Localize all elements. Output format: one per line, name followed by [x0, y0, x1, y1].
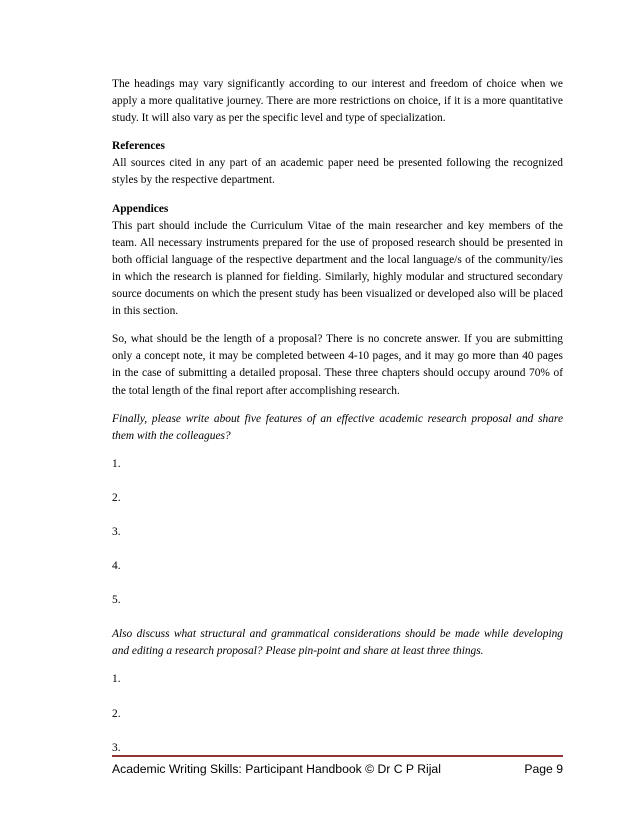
answer-line-2: 2.: [112, 491, 121, 504]
appendices-paragraph: This part should include the Curriculum Vitae of the main researcher and key members of the team. All necessary instruments prepared for the use of proposed research should be presented in both official language of the respective department and the local language/s of the community/ies in which the research is planned for fielding. Similarly, highly modular and structured secondary source documents on which the present study has been visualized or developed also will be placed in this section.: [112, 219, 563, 318]
page-content: [112, 76, 563, 757]
footer-rule: [112, 755, 563, 757]
answer-line-5: 5.: [112, 594, 121, 607]
answer-line-q2-3: 3.: [112, 741, 121, 754]
answer-line-q2-1: 1.: [112, 673, 121, 686]
question-structural-considerations: Also discuss what structural and grammatical considerations should be made while developing and editing a research proposal? Please pin-point and share at least three things.: [112, 628, 563, 658]
answer-line-4: 4.: [112, 560, 121, 573]
references-heading: References: [112, 140, 165, 153]
answer-line-3: 3.: [112, 525, 121, 538]
appendices-heading: Appendices: [112, 202, 169, 215]
footer-title: Academic Writing Skills: Participant Handbook © Dr C P Rijal: [112, 762, 441, 776]
references-paragraph: All sources cited in any part of an academic paper need be presented following the recognized styles by the respective department.: [112, 157, 563, 187]
page-number: Page 9: [524, 762, 563, 776]
question-five-features: Finally, please write about five features of an effective academic research proposal and share them with the colleagues?: [112, 412, 563, 442]
page-footer: [112, 761, 563, 777]
answer-line-1: 1.: [112, 457, 121, 470]
proposal-length-paragraph: So, what should be the length of a proposal? There is no concrete answer. If you are submitting only a concept note, it may be completed between 4-10 pages, and it may go more than 40 pages in the case of submitting a detailed proposal. These three chapters should occupy around 70% of the total length of the final report after accomplishing research.: [112, 333, 563, 397]
answer-line-q2-2: 2.: [112, 707, 121, 720]
intro-paragraph: The headings may vary significantly according to our interest and freedom of choice when we apply a more qualitative journey. There are more restrictions on choice, if it is a more quantitative study. It will also vary as per the specific level and type of specialization.: [112, 78, 563, 125]
